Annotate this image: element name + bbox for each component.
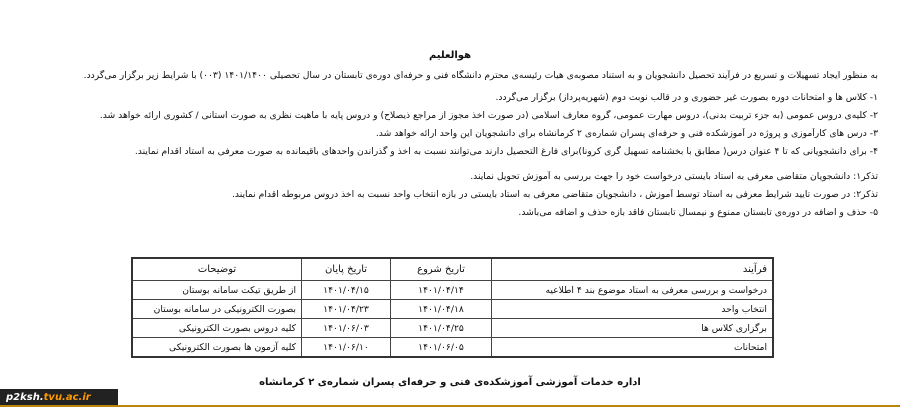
site-label-domain: tvu.ac.ir: [43, 391, 91, 403]
site-watermark-label: [0, 389, 118, 405]
table-row: [132, 281, 773, 300]
footer-signature: اداره خدمات آموزشی آموزشکده‌ی فنی و حرفه‌ای پسران شماره‌ی ۲ کرمانشاه: [259, 377, 641, 388]
item-2: ۲- کلیه‌ی دروس عمومی (به جزء تربیت بدنی)، دروس مهارت عمومی، گروه معارف اسلامی (در صورت اخذ مجوز از مراجع ذیصلاح) و دروس پایه با ماهیت نظری به صورت استانی / کشوری ارائه خواهد شد.: [99, 110, 878, 121]
schedule-table: [131, 257, 774, 358]
site-label-prefix: p2ksh.: [6, 391, 44, 403]
cell-process: درخواست و بررسی معرفی به استاد موضوع بند ۴ اطلاعیه: [492, 281, 774, 300]
cell-end-date: ۱۴۰۱/۰۴/۱۵: [302, 281, 391, 300]
table-row: [132, 300, 773, 319]
cell-end-date: ۱۴۰۱/۰۴/۲۳: [302, 300, 391, 319]
header-notes: توضیحات: [132, 258, 302, 281]
header-start-date: تاریخ شروع: [391, 258, 492, 281]
cell-start-date: ۱۴۰۱/۰۴/۲۵: [391, 319, 492, 338]
cell-end-date: ۱۴۰۱/۰۶/۱۰: [302, 338, 391, 358]
intro-paragraph: به منظور ایجاد تسهیلات و تسریع در فرآیند تحصیل دانشجویان و به استناد مصوبه‌ی هیات رئیسه‌ی محترم دانشگاه فنی و حرفه‌ای دوره‌ی تابستان در سال تحصیلی ۱۴۰۱/۱۴۰۰ (۰۰۳) با شرایط زیر برگزار می‌گردد.: [83, 70, 878, 81]
bottom-divider: [0, 405, 900, 407]
item-4: ۴- برای دانشجویانی که تا ۴ عنوان درس( مطابق با بخشنامه تسهیل گری کرونا)برای فارغ التحصیل دارند می‌توانند نسبت به اخذ و گذراندن واحدهای باقیمانده به صورت معرفی به استاد اقدام نمایند.: [134, 146, 878, 157]
cell-start-date: ۱۴۰۱/۰۴/۱۴: [391, 281, 492, 300]
cell-notes: کلیه دروس بصورت الکترونیکی: [132, 319, 302, 338]
cell-process: برگزاری کلاس ها: [492, 319, 774, 338]
cell-start-date: ۱۴۰۱/۰۶/۰۵: [391, 338, 492, 358]
header-process: فرآیند: [492, 258, 774, 281]
item-3: ۳- درس های کارآموزی و پروژه در آموزشکده فنی و حرفه‌ای پسران شماره‌ی ۲ کرمانشاه برای دانشجویان این واحد ارائه خواهد شد.: [375, 128, 878, 139]
schedule-header-row: [132, 258, 773, 281]
cell-notes: بصورت الکترونیکی در سامانه بوستان: [132, 300, 302, 319]
cell-process: امتحانات: [492, 338, 774, 358]
document-heading: هوالعلیم: [428, 50, 472, 61]
note-1: تذکر۱: دانشجویان متقاضی معرفی به استاد بایستی درخواست خود را جهت بررسی به آموزش تحویل نمایند.: [470, 171, 878, 182]
table-row: [132, 319, 773, 338]
cell-notes: کلیه آزمون ها بصورت الکترونیکی: [132, 338, 302, 358]
cell-process: انتخاب واحد: [492, 300, 774, 319]
cell-start-date: ۱۴۰۱/۰۴/۱۸: [391, 300, 492, 319]
header-end-date: تاریخ پایان: [302, 258, 391, 281]
item-5: ۵- حذف و اضافه در دوره‌ی تابستان ممنوع و نیمسال تابستان فاقد بازه حذف و اضافه می‌باشد.: [518, 207, 878, 218]
cell-end-date: ۱۴۰۱/۰۶/۰۳: [302, 319, 391, 338]
table-row: [132, 338, 773, 358]
note-2: تذکر۲: در صورت تایید شرایط معرفی به استاد توسط آموزش ، دانشجویان متقاضی معرفی به استاد بایستی در بازه انتخاب واحد نسبت به اخذ دروس مربوطه اقدام نمایند.: [231, 189, 878, 200]
item-1: ۱- کلاس ها و امتحانات دوره بصورت غیر حضوری و در قالب نوبت دوم (شهریه‌پرداز) برگزار می‌گردد.: [495, 92, 878, 103]
cell-notes: از طریق تیکت سامانه بوستان: [132, 281, 302, 300]
